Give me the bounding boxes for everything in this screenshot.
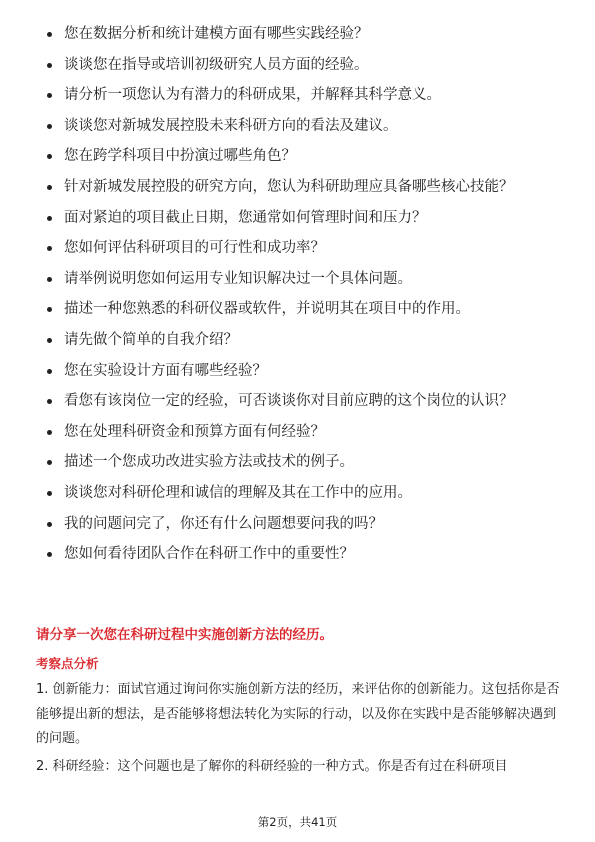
list-item <box>42 267 562 291</box>
list-item <box>42 481 562 505</box>
question-text: 您在实验设计方面有哪些经验？ <box>64 362 267 379</box>
list-item <box>42 450 562 474</box>
list-item <box>42 175 562 199</box>
question-text: 您在跨学科项目中扮演过哪些角色？ <box>64 148 296 165</box>
question-text: 针对新城发展控股的研究方向，您认为科研助理应具备哪些核心技能？ <box>64 178 514 195</box>
list-item <box>42 359 562 383</box>
question-text: 面对紧迫的项目截止日期，您通常如何管理时间和压力？ <box>64 209 427 226</box>
analysis-title: 考察点分析 <box>36 656 99 671</box>
bullet-icon <box>47 93 52 98</box>
bullet-icon <box>47 430 52 435</box>
list-item <box>42 542 562 566</box>
bullet-icon <box>47 522 52 527</box>
question-text: 请先做个简单的自我介绍？ <box>64 331 238 348</box>
question-text: 请分析一项您认为有潜力的科研成果，并解释其科学意义。 <box>64 87 441 104</box>
question-text: 请举例说明您如何运用专业知识解决过一个具体问题。 <box>64 270 412 287</box>
bullet-icon <box>47 399 52 404</box>
page-number: 第2页，共41页 <box>257 815 338 829</box>
bullet-icon <box>47 552 52 557</box>
bullet-icon <box>47 124 52 129</box>
question-text: 谈谈您在指导或培训初级研究人员方面的经验。 <box>64 56 369 73</box>
bullet-icon <box>47 32 52 37</box>
question-list <box>42 22 562 573</box>
question-text: 您如何评估科研项目的可行性和成功率？ <box>64 240 325 257</box>
bullet-icon <box>47 338 52 343</box>
highlight-question: 请分享一次您在科研过程中实施创新方法的经历。 <box>36 627 333 643</box>
analysis-paragraph: 2. 科研经验：这个问题也是了解你的科研经验的一种方式。你是否有过在科研项目 <box>36 758 508 774</box>
bullet-icon <box>47 277 52 282</box>
list-item <box>42 114 562 138</box>
question-text: 看您有该岗位一定的经验，可否谈谈你对目前应聘的这个岗位的认识？ <box>64 393 514 410</box>
list-item <box>42 389 562 413</box>
bullet-icon <box>47 460 52 465</box>
question-text: 您在处理科研资金和预算方面有何经验？ <box>64 423 325 440</box>
list-item <box>42 206 562 230</box>
question-text: 您在数据分析和统计建模方面有哪些实践经验？ <box>64 26 369 42</box>
list-item <box>42 22 562 46</box>
analysis-paragraph: 1. 创新能力：面试官通过询问你实施创新方法的经历，来评估你的创新能力。这包括你是否能够提出新的想法，是否能够将想法转化为实际的行动，以及你在实践中是否能够解决遇到的问题。 <box>36 682 560 746</box>
bullet-icon <box>47 216 52 221</box>
question-text: 谈谈您对科研伦理和诚信的理解及其在工作中的应用。 <box>64 484 412 501</box>
list-item <box>42 83 562 107</box>
question-text: 描述一种您熟悉的科研仪器或软件，并说明其在项目中的作用。 <box>64 301 470 318</box>
question-text: 谈谈您对新城发展控股未来科研方向的看法及建议。 <box>64 117 398 134</box>
list-item <box>42 144 562 168</box>
question-text: 描述一个您成功改进实验方法或技术的例子。 <box>64 454 354 471</box>
list-item <box>42 328 562 352</box>
question-text: 您如何看待团队合作在科研工作中的重要性？ <box>64 546 354 563</box>
bullet-icon <box>47 491 52 496</box>
question-text: 我的问题问完了，你还有什么问题想要问我的吗？ <box>64 515 383 532</box>
bullet-icon <box>47 246 52 251</box>
list-item <box>42 53 562 77</box>
bullet-icon <box>47 63 52 68</box>
list-item <box>42 512 562 536</box>
analysis-body <box>36 678 562 782</box>
bullet-icon <box>47 185 52 190</box>
bullet-icon <box>47 307 52 312</box>
list-item <box>42 236 562 260</box>
bullet-icon <box>47 154 52 159</box>
list-item <box>42 297 562 321</box>
bullet-icon <box>47 369 52 374</box>
list-item <box>42 420 562 444</box>
